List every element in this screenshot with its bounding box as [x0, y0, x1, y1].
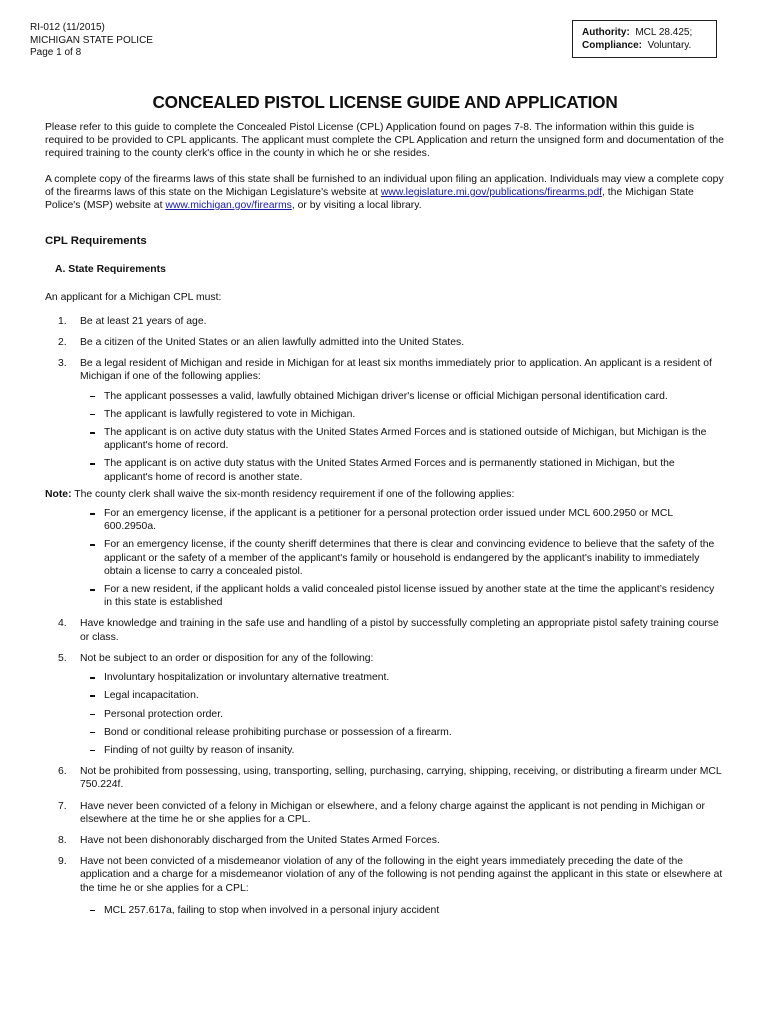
compliance-label: Compliance:: [582, 40, 643, 51]
requirements-lead: An applicant for a Michigan CPL must:: [45, 291, 222, 303]
list-item-number: 2.: [58, 337, 67, 349]
list-item: Legal incapacitation.: [80, 689, 725, 702]
list-item: [45, 652, 725, 757]
authority-box: [572, 20, 717, 58]
intro-text-after: , or by visiting a local library.: [291, 200, 422, 212]
list-item-text: Be a citizen of the United States or an alien lawfully admitted into the United States.: [80, 337, 465, 349]
form-header: [30, 22, 153, 60]
note-conditions-list: [80, 507, 725, 609]
intro-paragraph-1: Please refer to this guide to complete the Concealed Pistol License (CPL) Application found on pages 7-8. The information within this guide is required to be provided to CPL applicants. The applicant must complete the CPL Application and return the unsigned form and documentation of the required training to the county clerk's office in the county in which he or she resides.: [45, 122, 724, 160]
residency-conditions-list: [80, 390, 725, 484]
list-item-text: Not be prohibited from possessing, using, transporting, selling, purchasing, carrying, shipping, receiving, or distributing a firearm under MCL 750.224f.: [80, 766, 722, 791]
note-text: The county clerk shall waive the six-month residency requirement if one of the following applies:: [71, 488, 515, 500]
agency-name: MICHIGAN STATE POLICE: [30, 34, 153, 46]
section-heading: CPL Requirements: [45, 235, 147, 248]
list-item-text: Have knowledge and training in the safe use and handling of a pistol by successfully completing an appropriate pistol safety training course or class.: [80, 618, 719, 643]
list-item-text: Not be subject to an order or disposition for any of the following:: [80, 652, 374, 664]
list-item-text: Be a legal resident of Michigan and reside in Michigan for at least six months immediately prior to application. An applicant is a resident of Michigan if one of the following applies:: [80, 358, 712, 383]
list-item-number: 4.: [58, 618, 67, 630]
msp-firearms-link[interactable]: www.michigan.gov/firearms: [165, 200, 292, 212]
list-item: For an emergency license, if the applicant is a petitioner for a personal protection order issued under MCL 600.2950 or MCL 600.2950a.: [80, 507, 725, 533]
list-item: [45, 800, 725, 826]
intro-text-before: A complete copy of the firearms laws of this state shall be furnished to an individual upon filing an application. Individuals may view a complete copy of the firearms laws of this state on the Michigan Legislature's website at: [45, 173, 724, 198]
list-item-text: Have not been convicted of a misdemeanor violation of any of the following in the eight years immediately preceding the date of the application and a charge for a misdemeanor violation of any of the following is not pending against the applicant in this state or elsewhere at the time he or she applies for a CPL:: [80, 856, 723, 894]
compliance-value: Voluntary.: [647, 40, 692, 51]
list-item-number: 3.: [58, 358, 67, 370]
misdemeanors-list: [80, 904, 725, 917]
list-item-number: 1.: [58, 315, 67, 327]
list-item-number: 8.: [58, 834, 67, 846]
list-item: Bond or conditional release prohibiting purchase or possession of a firearm.: [80, 726, 725, 739]
list-item: Involuntary hospitalization or involuntary alternative treatment.: [80, 671, 725, 684]
list-item: [45, 617, 725, 643]
list-item: [45, 834, 725, 847]
requirements-list-continued: [45, 617, 725, 916]
dispositions-list: [80, 671, 725, 757]
form-number: RI-012 (11/2015): [30, 22, 105, 33]
list-item: The applicant possesses a valid, lawfully obtained Michigan driver's license or official Michigan personal identification card.: [80, 390, 725, 403]
requirements-list: [45, 315, 725, 484]
list-item: For an emergency license, if the county sheriff determines that there is clear and convincing evidence to believe that the safety of the applicant or the safety of a member of the applicant's family or household is endangered by the applicant's inability to immediately obtain a license to carry a concealed pistol.: [80, 538, 725, 578]
list-item: Personal protection order.: [80, 708, 725, 721]
list-item-number: 7.: [58, 800, 67, 812]
residency-note: [45, 488, 725, 501]
document-body: [45, 118, 725, 925]
list-item-text: Have never been convicted of a felony in Michigan or elsewhere, and a felony charge against the applicant is not pending in Michigan or elsewhere at the time he or she applies for a CPL.: [80, 800, 705, 825]
list-item: The applicant is on active duty status with the United States Armed Forces and is stationed outside of Michigan, but Michigan is the applicant's home of record.: [80, 426, 725, 452]
list-item-text: Be at least 21 years of age.: [80, 315, 207, 327]
list-item: The applicant is lawfully registered to vote in Michigan.: [80, 408, 725, 421]
list-item-number: 9.: [58, 856, 67, 868]
list-item-number: 5.: [58, 652, 67, 664]
page-title: CONCEALED PISTOL LICENSE GUIDE AND APPLICATION: [152, 92, 618, 112]
list-item-text: Have not been dishonorably discharged from the United States Armed Forces.: [80, 834, 440, 846]
list-item-number: 6.: [58, 766, 67, 778]
intro-paragraph-2: [45, 173, 725, 213]
list-item: MCL 257.617a, failing to stop when involved in a personal injury accident: [80, 904, 725, 917]
list-item: [45, 315, 725, 328]
page-indicator: Page 1 of 8: [30, 47, 82, 58]
list-item: [45, 336, 725, 349]
list-item: [45, 357, 725, 484]
authority-value: MCL 28.425;: [635, 27, 693, 38]
list-item: [45, 765, 725, 791]
list-item: Finding of not guilty by reason of insanity.: [80, 744, 725, 757]
list-item: For a new resident, if the applicant holds a valid concealed pistol license issued by another state at the time the applicant’s residency in this state is established: [80, 583, 725, 609]
list-item: The applicant is on active duty status with the United States Armed Forces and is permanently stationed in Michigan, but the applicant's home of record is another state.: [80, 457, 725, 483]
authority-label: Authority:: [582, 27, 630, 38]
intro-text-middle: , the Michigan State Police's (MSP) website at: [45, 186, 694, 212]
list-item: [45, 855, 725, 917]
legislature-link[interactable]: www.legislature.mi.gov/publications/firearms.pdf: [380, 186, 602, 198]
subsection-heading: A. State Requirements: [55, 264, 166, 276]
note-label: Note:: [45, 488, 72, 500]
